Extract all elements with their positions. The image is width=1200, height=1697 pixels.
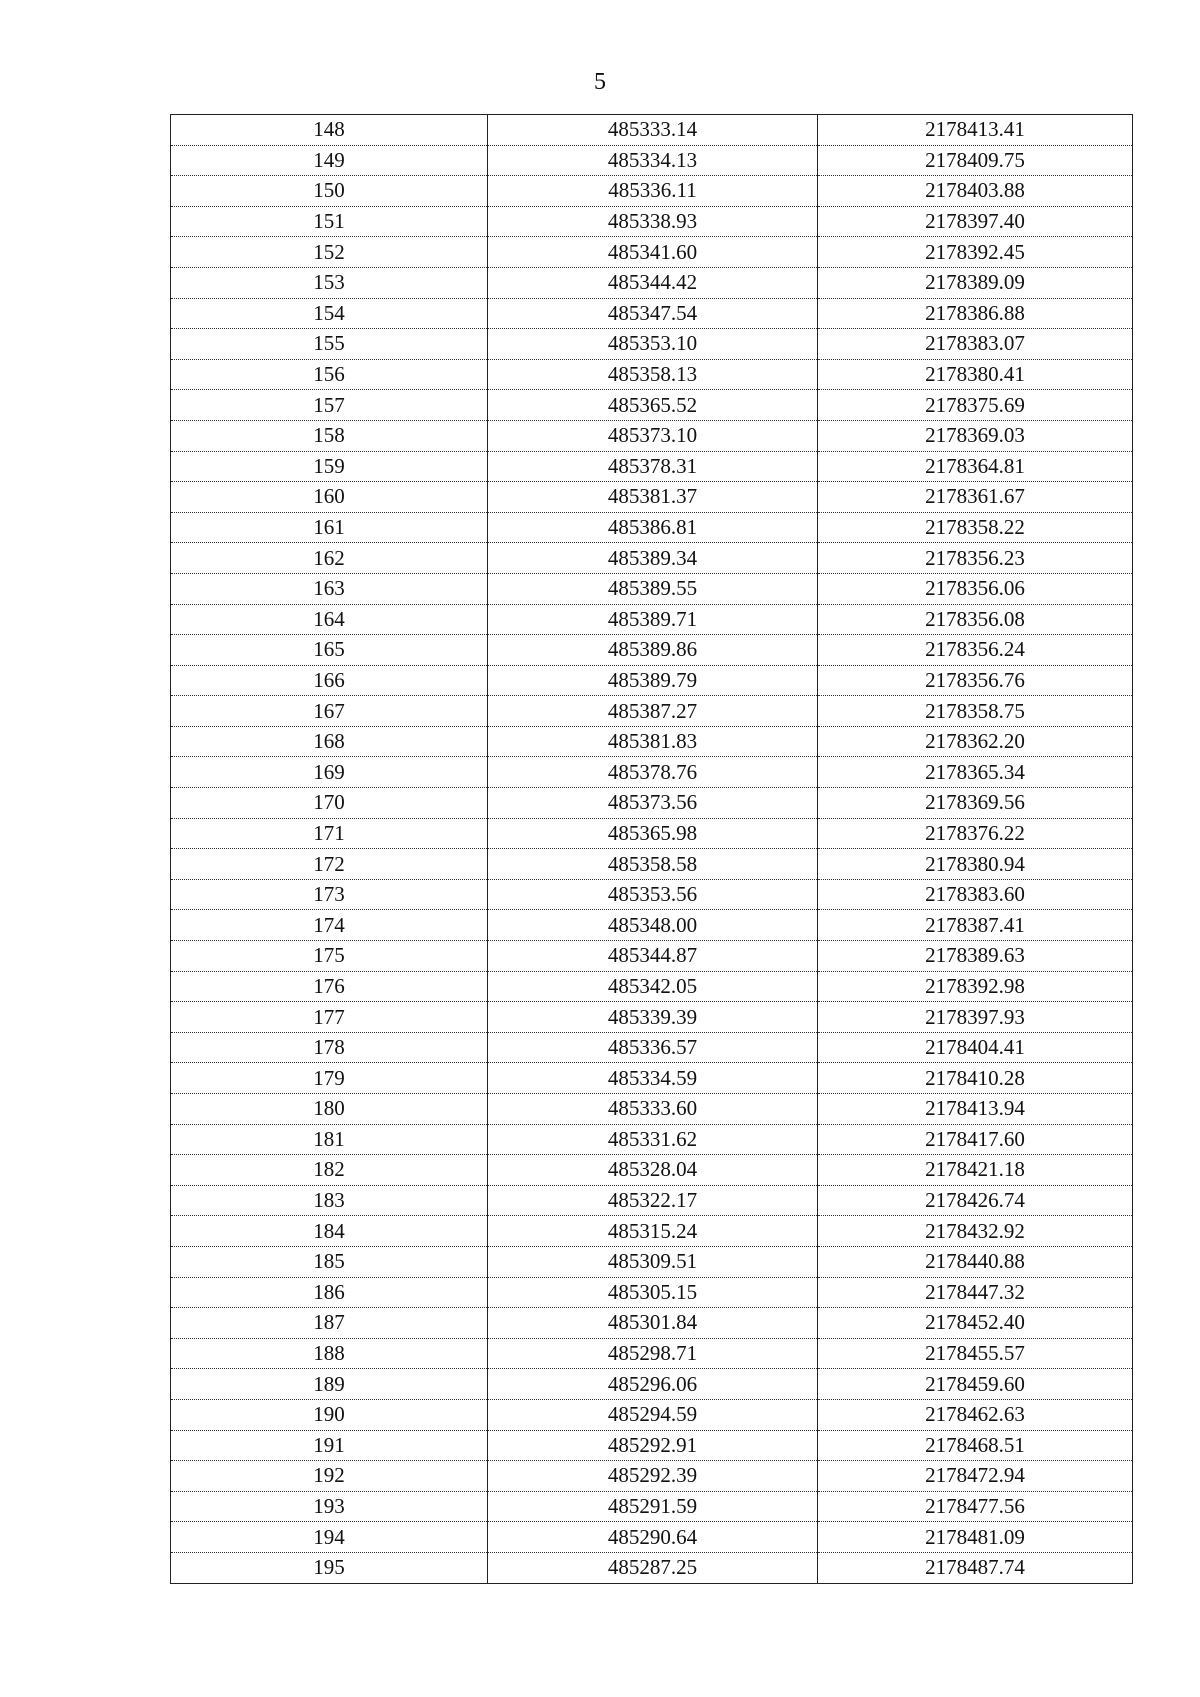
y-coordinate-cell: 2178477.56	[818, 1491, 1133, 1522]
point-number-cell: 151	[171, 206, 488, 237]
table-row	[171, 1124, 1133, 1155]
point-number-cell: 154	[171, 298, 488, 329]
x-coordinate-cell: 485358.58	[488, 849, 818, 880]
x-coordinate-cell: 485339.39	[488, 1002, 818, 1033]
x-coordinate-cell: 485365.98	[488, 818, 818, 849]
point-number-cell: 189	[171, 1369, 488, 1400]
y-coordinate-cell: 2178361.67	[818, 482, 1133, 513]
point-number-cell: 162	[171, 543, 488, 574]
x-coordinate-cell: 485344.87	[488, 941, 818, 972]
point-number-cell: 153	[171, 267, 488, 298]
x-coordinate-cell: 485336.11	[488, 176, 818, 207]
x-coordinate-cell: 485328.04	[488, 1155, 818, 1186]
table-row	[171, 1216, 1133, 1247]
table-row	[171, 267, 1133, 298]
y-coordinate-cell: 2178472.94	[818, 1461, 1133, 1492]
table-row	[171, 1399, 1133, 1430]
table-row	[171, 665, 1133, 696]
x-coordinate-cell: 485322.17	[488, 1185, 818, 1216]
point-number-cell: 167	[171, 696, 488, 727]
y-coordinate-cell: 2178375.69	[818, 390, 1133, 421]
x-coordinate-cell: 485389.86	[488, 635, 818, 666]
x-coordinate-cell: 485381.83	[488, 726, 818, 757]
y-coordinate-cell: 2178389.09	[818, 267, 1133, 298]
y-coordinate-cell: 2178410.28	[818, 1063, 1133, 1094]
x-coordinate-cell: 485389.79	[488, 665, 818, 696]
x-coordinate-cell: 485333.60	[488, 1094, 818, 1125]
table-row	[171, 512, 1133, 543]
y-coordinate-cell: 2178362.20	[818, 726, 1133, 757]
y-coordinate-cell: 2178417.60	[818, 1124, 1133, 1155]
point-number-cell: 157	[171, 390, 488, 421]
y-coordinate-cell: 2178447.32	[818, 1277, 1133, 1308]
x-coordinate-cell: 485348.00	[488, 910, 818, 941]
point-number-cell: 164	[171, 604, 488, 635]
point-number-cell: 182	[171, 1155, 488, 1186]
y-coordinate-cell: 2178365.34	[818, 757, 1133, 788]
x-coordinate-cell: 485296.06	[488, 1369, 818, 1400]
table-row	[171, 206, 1133, 237]
point-number-cell: 194	[171, 1522, 488, 1553]
y-coordinate-cell: 2178383.07	[818, 329, 1133, 360]
point-number-cell: 179	[171, 1063, 488, 1094]
table-row	[171, 573, 1133, 604]
y-coordinate-cell: 2178392.98	[818, 971, 1133, 1002]
point-number-cell: 172	[171, 849, 488, 880]
y-coordinate-cell: 2178356.23	[818, 543, 1133, 574]
x-coordinate-cell: 485353.56	[488, 879, 818, 910]
x-coordinate-cell: 485338.93	[488, 206, 818, 237]
point-number-cell: 187	[171, 1308, 488, 1339]
point-number-cell: 155	[171, 329, 488, 360]
table-row	[171, 329, 1133, 360]
point-number-cell: 165	[171, 635, 488, 666]
x-coordinate-cell: 485353.10	[488, 329, 818, 360]
table-row	[171, 879, 1133, 910]
y-coordinate-cell: 2178462.63	[818, 1399, 1133, 1430]
x-coordinate-cell: 485334.59	[488, 1063, 818, 1094]
y-coordinate-cell: 2178397.93	[818, 1002, 1133, 1033]
x-coordinate-cell: 485292.39	[488, 1461, 818, 1492]
table-row	[171, 145, 1133, 176]
coordinates-table	[170, 114, 1133, 1584]
y-coordinate-cell: 2178356.24	[818, 635, 1133, 666]
table-row	[171, 971, 1133, 1002]
x-coordinate-cell: 485331.62	[488, 1124, 818, 1155]
table-row	[171, 1491, 1133, 1522]
point-number-cell: 184	[171, 1216, 488, 1247]
y-coordinate-cell: 2178369.56	[818, 788, 1133, 819]
x-coordinate-cell: 485373.10	[488, 420, 818, 451]
table-row	[171, 1461, 1133, 1492]
table-row	[171, 1246, 1133, 1277]
point-number-cell: 193	[171, 1491, 488, 1522]
x-coordinate-cell: 485389.71	[488, 604, 818, 635]
y-coordinate-cell: 2178356.06	[818, 573, 1133, 604]
y-coordinate-cell: 2178403.88	[818, 176, 1133, 207]
x-coordinate-cell: 485292.91	[488, 1430, 818, 1461]
y-coordinate-cell: 2178387.41	[818, 910, 1133, 941]
y-coordinate-cell: 2178389.63	[818, 941, 1133, 972]
y-coordinate-cell: 2178413.41	[818, 115, 1133, 146]
y-coordinate-cell: 2178404.41	[818, 1032, 1133, 1063]
point-number-cell: 169	[171, 757, 488, 788]
table-row	[171, 635, 1133, 666]
x-coordinate-cell: 485344.42	[488, 267, 818, 298]
point-number-cell: 152	[171, 237, 488, 268]
x-coordinate-cell: 485336.57	[488, 1032, 818, 1063]
table-row	[171, 237, 1133, 268]
point-number-cell: 180	[171, 1094, 488, 1125]
x-coordinate-cell: 485334.13	[488, 145, 818, 176]
y-coordinate-cell: 2178455.57	[818, 1338, 1133, 1369]
x-coordinate-cell: 485358.13	[488, 359, 818, 390]
table-row	[171, 359, 1133, 390]
point-number-cell: 160	[171, 482, 488, 513]
table-row	[171, 176, 1133, 207]
table-row	[171, 818, 1133, 849]
x-coordinate-cell: 485333.14	[488, 115, 818, 146]
x-coordinate-cell: 485291.59	[488, 1491, 818, 1522]
table-row	[171, 910, 1133, 941]
point-number-cell: 192	[171, 1461, 488, 1492]
x-coordinate-cell: 485287.25	[488, 1552, 818, 1583]
y-coordinate-cell: 2178468.51	[818, 1430, 1133, 1461]
table-row	[171, 1369, 1133, 1400]
point-number-cell: 156	[171, 359, 488, 390]
table-row	[171, 390, 1133, 421]
table-row	[171, 696, 1133, 727]
y-coordinate-cell: 2178426.74	[818, 1185, 1133, 1216]
table-row	[171, 941, 1133, 972]
x-coordinate-cell: 485294.59	[488, 1399, 818, 1430]
point-number-cell: 191	[171, 1430, 488, 1461]
point-number-cell: 190	[171, 1399, 488, 1430]
point-number-cell: 176	[171, 971, 488, 1002]
x-coordinate-cell: 485315.24	[488, 1216, 818, 1247]
y-coordinate-cell: 2178376.22	[818, 818, 1133, 849]
y-coordinate-cell: 2178432.92	[818, 1216, 1133, 1247]
table-row	[171, 604, 1133, 635]
coordinates-table-body	[171, 115, 1133, 1584]
x-coordinate-cell: 485341.60	[488, 237, 818, 268]
y-coordinate-cell: 2178440.88	[818, 1246, 1133, 1277]
x-coordinate-cell: 485342.05	[488, 971, 818, 1002]
table-row	[171, 726, 1133, 757]
x-coordinate-cell: 485301.84	[488, 1308, 818, 1339]
table-row	[171, 298, 1133, 329]
y-coordinate-cell: 2178481.09	[818, 1522, 1133, 1553]
y-coordinate-cell: 2178369.03	[818, 420, 1133, 451]
point-number-cell: 171	[171, 818, 488, 849]
y-coordinate-cell: 2178383.60	[818, 879, 1133, 910]
x-coordinate-cell: 485305.15	[488, 1277, 818, 1308]
point-number-cell: 186	[171, 1277, 488, 1308]
x-coordinate-cell: 485309.51	[488, 1246, 818, 1277]
table-row	[171, 115, 1133, 146]
x-coordinate-cell: 485378.76	[488, 757, 818, 788]
y-coordinate-cell: 2178392.45	[818, 237, 1133, 268]
table-row	[171, 757, 1133, 788]
y-coordinate-cell: 2178397.40	[818, 206, 1133, 237]
point-number-cell: 161	[171, 512, 488, 543]
y-coordinate-cell: 2178356.76	[818, 665, 1133, 696]
x-coordinate-cell: 485290.64	[488, 1522, 818, 1553]
x-coordinate-cell: 485365.52	[488, 390, 818, 421]
table-row	[171, 1032, 1133, 1063]
y-coordinate-cell: 2178364.81	[818, 451, 1133, 482]
table-row	[171, 1277, 1133, 1308]
point-number-cell: 177	[171, 1002, 488, 1033]
table-row	[171, 1430, 1133, 1461]
table-row	[171, 788, 1133, 819]
table-row	[171, 451, 1133, 482]
y-coordinate-cell: 2178358.22	[818, 512, 1133, 543]
table-row	[171, 1094, 1133, 1125]
table-row	[171, 1552, 1133, 1583]
y-coordinate-cell: 2178358.75	[818, 696, 1133, 727]
x-coordinate-cell: 485381.37	[488, 482, 818, 513]
y-coordinate-cell: 2178452.40	[818, 1308, 1133, 1339]
point-number-cell: 174	[171, 910, 488, 941]
coordinates-table-container	[170, 114, 1132, 1584]
y-coordinate-cell: 2178380.41	[818, 359, 1133, 390]
y-coordinate-cell: 2178409.75	[818, 145, 1133, 176]
x-coordinate-cell: 485378.31	[488, 451, 818, 482]
point-number-cell: 181	[171, 1124, 488, 1155]
point-number-cell: 149	[171, 145, 488, 176]
point-number-cell: 188	[171, 1338, 488, 1369]
table-row	[171, 1522, 1133, 1553]
y-coordinate-cell: 2178386.88	[818, 298, 1133, 329]
table-row	[171, 543, 1133, 574]
x-coordinate-cell: 485298.71	[488, 1338, 818, 1369]
point-number-cell: 195	[171, 1552, 488, 1583]
point-number-cell: 173	[171, 879, 488, 910]
x-coordinate-cell: 485389.34	[488, 543, 818, 574]
point-number-cell: 158	[171, 420, 488, 451]
point-number-cell: 166	[171, 665, 488, 696]
point-number-cell: 150	[171, 176, 488, 207]
table-row	[171, 1002, 1133, 1033]
x-coordinate-cell: 485387.27	[488, 696, 818, 727]
table-row	[171, 1308, 1133, 1339]
point-number-cell: 178	[171, 1032, 488, 1063]
table-row	[171, 1155, 1133, 1186]
point-number-cell: 168	[171, 726, 488, 757]
y-coordinate-cell: 2178421.18	[818, 1155, 1133, 1186]
point-number-cell: 185	[171, 1246, 488, 1277]
point-number-cell: 148	[171, 115, 488, 146]
x-coordinate-cell: 485389.55	[488, 573, 818, 604]
table-row	[171, 1185, 1133, 1216]
table-row	[171, 1063, 1133, 1094]
point-number-cell: 159	[171, 451, 488, 482]
y-coordinate-cell: 2178413.94	[818, 1094, 1133, 1125]
y-coordinate-cell: 2178356.08	[818, 604, 1133, 635]
point-number-cell: 183	[171, 1185, 488, 1216]
y-coordinate-cell: 2178459.60	[818, 1369, 1133, 1400]
point-number-cell: 170	[171, 788, 488, 819]
y-coordinate-cell: 2178487.74	[818, 1552, 1133, 1583]
point-number-cell: 175	[171, 941, 488, 972]
table-row	[171, 849, 1133, 880]
table-row	[171, 1338, 1133, 1369]
page-number: 5	[594, 69, 606, 95]
table-row	[171, 482, 1133, 513]
x-coordinate-cell: 485386.81	[488, 512, 818, 543]
x-coordinate-cell: 485347.54	[488, 298, 818, 329]
x-coordinate-cell: 485373.56	[488, 788, 818, 819]
point-number-cell: 163	[171, 573, 488, 604]
table-row	[171, 420, 1133, 451]
y-coordinate-cell: 2178380.94	[818, 849, 1133, 880]
